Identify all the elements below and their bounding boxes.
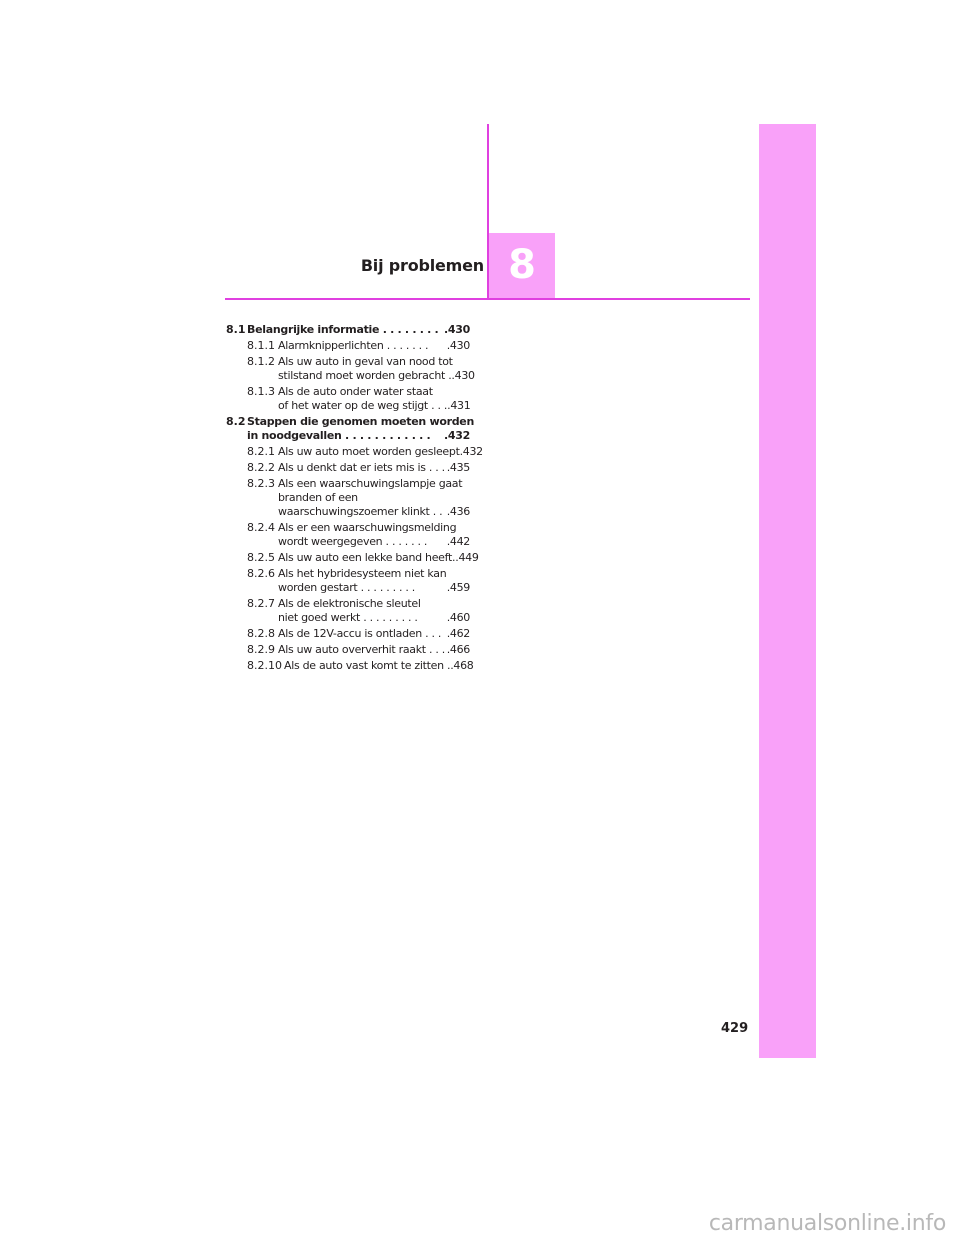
toc-entry-number: 8.2.5 bbox=[247, 551, 275, 564]
toc-entry-number: 8.1.1 bbox=[247, 339, 275, 352]
toc-entry-last-line bbox=[278, 505, 470, 519]
toc-entry-title-line: Als het hybridesysteem niet kan bbox=[278, 567, 447, 580]
toc-entry-title-text: wordt weergegeven . . . . . . . bbox=[278, 535, 428, 548]
header-horizontal-rule bbox=[225, 298, 750, 300]
toc-entry-last-line bbox=[247, 323, 470, 337]
toc-entry-title bbox=[247, 567, 470, 595]
toc-subsection-entry[interactable] bbox=[226, 643, 470, 657]
toc-entry-title-line: Stappen die genomen moeten worden bbox=[247, 415, 474, 428]
toc-entry-title-text: Als de 12V-accu is ontladen . . . bbox=[278, 627, 442, 640]
toc-entry-title-text: in noodgevallen . . . . . . . . . . . . bbox=[247, 429, 431, 442]
toc-subsection-entry[interactable] bbox=[226, 445, 483, 459]
toc-entry-page: .430 bbox=[444, 323, 470, 336]
toc-subsection-entry[interactable] bbox=[226, 339, 470, 353]
toc-entry-title-text: Als uw auto oververhit raakt . . . bbox=[278, 643, 445, 656]
toc-subsection-entry[interactable] bbox=[226, 461, 470, 475]
toc-entry-page: .460 bbox=[446, 611, 470, 624]
toc-entry-last-line bbox=[247, 429, 470, 443]
toc-subsection-entry[interactable] bbox=[226, 385, 470, 413]
toc-entry-number: 8.2.10 bbox=[247, 659, 282, 672]
toc-subsection-entry[interactable] bbox=[226, 355, 475, 383]
toc-entry-number: 8.2.2 bbox=[247, 461, 275, 474]
toc-entry-title-line: Als een waarschuwingslampje gaat bbox=[278, 477, 463, 490]
toc-entry-page: .435 bbox=[446, 461, 470, 474]
toc-entry-title-line: Als de elektronische sleutel bbox=[278, 597, 421, 610]
toc-entry-title bbox=[247, 627, 470, 641]
chapter-side-tab bbox=[759, 124, 816, 1058]
toc-entry-title-text: Als de auto vast komt te zitten . bbox=[284, 659, 451, 672]
toc-entry-last-line bbox=[278, 611, 470, 625]
toc-entry-last-line bbox=[278, 399, 470, 413]
toc-entry-title bbox=[247, 339, 470, 353]
toc-entry-title bbox=[247, 477, 470, 519]
toc-entry-title-line: Als uw auto in geval van nood tot bbox=[278, 355, 453, 368]
toc-entry-title-line: branden of een bbox=[278, 491, 358, 504]
toc-entry-page: .449 bbox=[455, 551, 479, 564]
toc-entry-last-line bbox=[284, 659, 474, 673]
toc-entry-last-line bbox=[278, 339, 470, 353]
toc-entry-number: 8.2.9 bbox=[247, 643, 275, 656]
watermark-text: carmanualsonline.info bbox=[708, 1211, 946, 1236]
toc-subsection-entry[interactable] bbox=[226, 659, 474, 673]
toc-section-entry[interactable] bbox=[226, 415, 474, 443]
toc-entry-title bbox=[247, 643, 470, 657]
toc-entry-title-text: stilstand moet worden gebracht . bbox=[278, 369, 452, 382]
toc-subsection-entry[interactable] bbox=[226, 521, 470, 549]
chapter-title: Bij problemen bbox=[360, 256, 484, 275]
toc-entry-title bbox=[247, 551, 479, 565]
toc-subsection-entry[interactable] bbox=[226, 597, 470, 625]
toc-entry-last-line bbox=[278, 535, 470, 549]
toc-entry-last-line bbox=[278, 551, 479, 565]
page-number: 429 bbox=[721, 1021, 749, 1036]
toc-entry-title-line: Als de auto onder water staat bbox=[278, 385, 433, 398]
toc-entry-title bbox=[247, 597, 470, 625]
toc-entry-title-text: waarschuwingszoemer klinkt . . bbox=[278, 505, 443, 518]
toc-entry-title bbox=[247, 445, 483, 459]
toc-entry-title bbox=[247, 521, 470, 549]
toc-entry-page: .430 bbox=[446, 339, 470, 352]
toc-entry-number: 8.2 bbox=[226, 415, 246, 428]
toc-entry-title bbox=[247, 355, 475, 383]
toc-entry-number: 8.1.3 bbox=[247, 385, 275, 398]
toc-subsection-entry[interactable] bbox=[226, 627, 470, 641]
toc-entry-number: 8.2.3 bbox=[247, 477, 275, 490]
toc-entry-number: 8.2.8 bbox=[247, 627, 275, 640]
toc-entry-title-text: Als uw auto een lekke band heeft. bbox=[278, 551, 456, 564]
toc-entry-last-line bbox=[278, 369, 475, 383]
toc-subsection-entry[interactable] bbox=[226, 477, 470, 519]
toc-entry-title bbox=[226, 323, 470, 337]
toc-entry-title-text: niet goed werkt . . . . . . . . . bbox=[278, 611, 418, 624]
toc-entry-number: 8.1 bbox=[226, 323, 246, 336]
toc-entry-page: .431 bbox=[447, 399, 471, 412]
toc-entry-title bbox=[247, 461, 470, 475]
toc-entry-title-text: of het water op de weg stijgt . . . bbox=[278, 399, 448, 412]
toc-entry-last-line bbox=[278, 461, 470, 475]
toc-entry-title-line: Als er een waarschuwingsmelding bbox=[278, 521, 457, 534]
toc-entry-title-text: Als uw auto moet worden gesleept bbox=[278, 445, 460, 458]
toc-entry-last-line bbox=[278, 627, 470, 641]
toc-entry-page: .466 bbox=[446, 643, 470, 656]
chapter-number-box: 8 bbox=[489, 233, 555, 298]
toc-entry-page: .436 bbox=[446, 505, 470, 518]
toc-entry-last-line bbox=[278, 581, 470, 595]
toc-section-entry[interactable] bbox=[226, 323, 470, 337]
toc-entry-page: .432 bbox=[459, 445, 483, 458]
toc-entry-title bbox=[226, 415, 474, 443]
toc-entry-title-text: Belangrijke informatie . . . . . . . . bbox=[247, 323, 439, 336]
toc-entry-number: 8.2.1 bbox=[247, 445, 275, 458]
toc-entry-number: 8.2.6 bbox=[247, 567, 275, 580]
toc-entry-page: .430 bbox=[451, 369, 475, 382]
toc-subsection-entry[interactable] bbox=[226, 551, 479, 565]
toc-entry-title-text: Als u denkt dat er iets mis is . . . bbox=[278, 461, 445, 474]
toc-entry-page: .462 bbox=[446, 627, 470, 640]
toc-entry-title bbox=[247, 385, 470, 413]
toc-entry-title-text: worden gestart . . . . . . . . . bbox=[278, 581, 415, 594]
toc-entry-title-text: Alarmknipperlichten . . . . . . . bbox=[278, 339, 429, 352]
toc-entry-page: .468 bbox=[450, 659, 474, 672]
toc-entry-number: 8.1.2 bbox=[247, 355, 275, 368]
toc-entry-last-line bbox=[278, 643, 470, 657]
toc-entry-last-line bbox=[278, 445, 483, 459]
toc-entry-page: .432 bbox=[444, 429, 470, 442]
toc-subsection-entry[interactable] bbox=[226, 567, 470, 595]
toc-entry-page: .442 bbox=[446, 535, 470, 548]
toc-entry-number: 8.2.7 bbox=[247, 597, 275, 610]
toc-entry-number: 8.2.4 bbox=[247, 521, 275, 534]
table-of-contents bbox=[226, 323, 483, 675]
toc-entry-page: .459 bbox=[446, 581, 470, 594]
